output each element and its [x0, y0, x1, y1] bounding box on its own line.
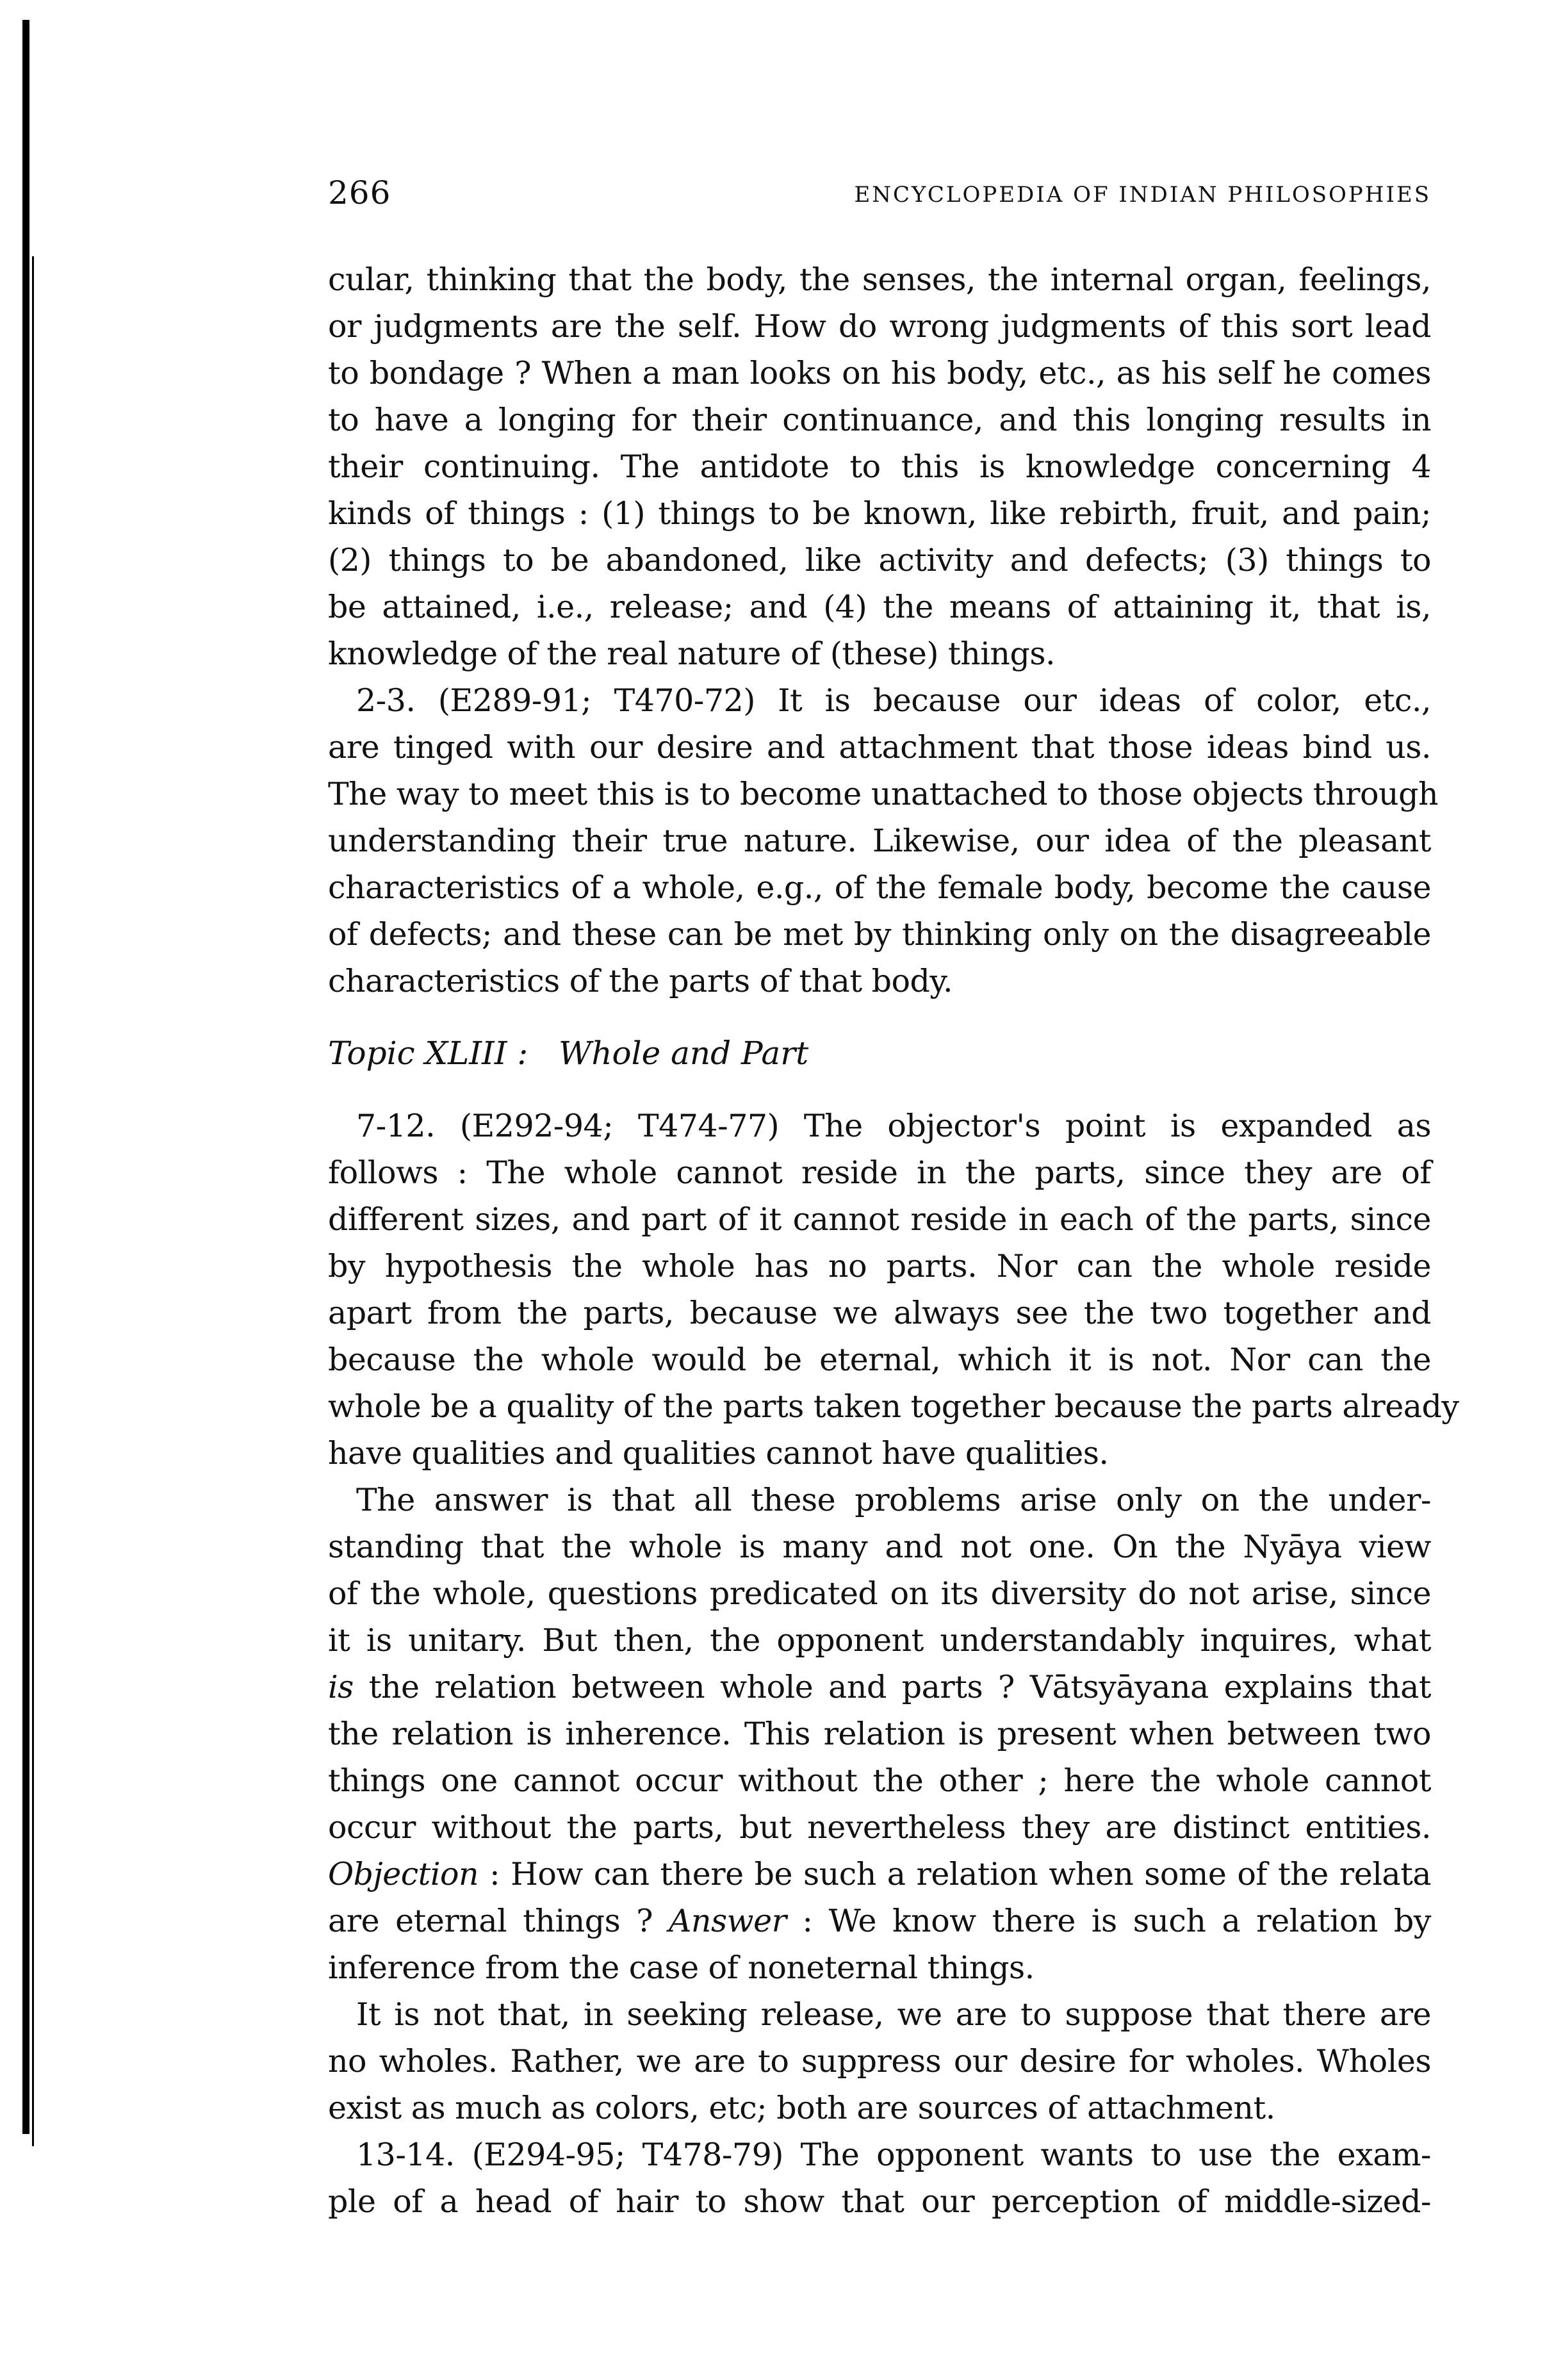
text-line: understanding their true nature. Likewise, our idea of the pleasant — [328, 823, 1431, 859]
emphasis-text: Objection — [328, 1856, 479, 1892]
page-body — [328, 256, 1459, 2225]
text-line: to bondage ? When a man looks on his body, etc., as his self he comes — [328, 355, 1431, 391]
scan-edge-bar — [22, 20, 29, 2134]
text-line: (2) things to be abandoned, like activity and defects; (3) things to — [328, 542, 1431, 579]
paragraph — [328, 256, 1431, 677]
text-line: inference from the case of noneternal things. — [328, 1949, 1035, 1986]
paragraph — [328, 1103, 1459, 1477]
text-line: or judgments are the self. How do wrong judgments of this sort lead — [328, 308, 1431, 345]
running-title: ENCYCLOPEDIA OF INDIAN PHILOSOPHIES — [854, 182, 1431, 208]
text-line: occur without the parts, but nevertheless they are distinct entities. — [328, 1809, 1431, 1846]
text-line: Objection : How can there be such a relation when some of the relata — [328, 1856, 1431, 1892]
page-number: 266 — [328, 174, 391, 211]
text-line: standing that the whole is many and not one. On the Nyāya view — [328, 1529, 1431, 1565]
text-line: The answer is that all these problems arise only on the under- — [356, 1482, 1431, 1518]
paragraph — [328, 1477, 1431, 1991]
text-line: characteristics of a whole, e.g., of the female body, become the cause — [328, 869, 1431, 906]
text-line: their continuing. The antidote to this is knowledge concerning 4 — [328, 448, 1431, 485]
emphasis-text: Answer — [669, 1903, 787, 1939]
text-line: follows : The whole cannot reside in the parts, since they are of — [328, 1154, 1431, 1191]
heading-title: Whole and Part — [558, 1035, 809, 1072]
section-heading — [328, 1030, 1431, 1077]
text-line: are eternal things ? Answer : We know there is such a relation by — [328, 1903, 1431, 1939]
text-line: exist as much as colors, etc; both are sources of attachment. — [328, 2090, 1275, 2126]
text-line: of defects; and these can be met by thinking only on the disagreeable — [328, 916, 1431, 953]
scan-edge-line — [32, 256, 34, 2146]
text-line: 13-14. (E294-95; T478-79) The opponent wants to use the exam- — [356, 2137, 1431, 2173]
text-line: be attained, i.e., release; and (4) the means of attaining it, that is, — [328, 589, 1431, 625]
text-line: is the relation between whole and parts ? Vātsyāyana explains that — [328, 1669, 1431, 1705]
text-line: it is unitary. But then, the opponent understandably inquires, what — [328, 1622, 1431, 1659]
paragraph — [328, 1991, 1431, 2131]
text-line: cular, thinking that the body, the senses, the internal organ, feelings, — [328, 261, 1431, 298]
paragraph — [328, 677, 1439, 1005]
text-line: It is not that, in seeking release, we are to suppose that there are — [356, 1996, 1431, 2033]
text-line: knowledge of the real nature of (these) things. — [328, 636, 1056, 672]
text-line: whole be a quality of the parts taken together because the parts already — [328, 1388, 1459, 1425]
text-line: apart from the parts, because we always see the two together and — [328, 1295, 1431, 1331]
text-line: have qualities and qualities cannot have qualities. — [328, 1435, 1109, 1472]
text-line: because the whole would be eternal, which it is not. Nor can the — [328, 1342, 1431, 1378]
text-line: kinds of things : (1) things to be known, like rebirth, fruit, and pain; — [328, 495, 1431, 532]
text-line: things one cannot occur without the other ; here the whole cannot — [328, 1762, 1431, 1799]
text-line: the relation is inherence. This relation is present when between two — [328, 1716, 1431, 1752]
running-head — [328, 174, 1431, 213]
heading-label: Topic XLIII : — [328, 1035, 528, 1072]
text-line: characteristics of the parts of that body. — [328, 963, 953, 999]
text-line: 2-3. (E289-91; T470-72) It is because our ideas of color, etc., — [356, 682, 1431, 719]
text-line: different sizes, and part of it cannot reside in each of the parts, since — [328, 1201, 1431, 1238]
paragraph — [328, 2131, 1431, 2225]
text-line: no wholes. Rather, we are to suppress our desire for wholes. Wholes — [328, 2043, 1431, 2080]
text-line: to have a longing for their continuance, and this longing results in — [328, 402, 1431, 438]
text-line: are tinged with our desire and attachment that those ideas bind us. — [328, 729, 1431, 766]
text-line: of the whole, questions predicated on its diversity do not arise, since — [328, 1575, 1431, 1612]
text-line: 7-12. (E292-94; T474-77) The objector's point is expanded as — [356, 1108, 1431, 1144]
text-line: ple of a head of hair to show that our perception of middle-sized- — [328, 2183, 1431, 2220]
text-line: by hypothesis the whole has no parts. Nor can the whole reside — [328, 1248, 1431, 1284]
text-line: The way to meet this is to become unattached to those objects through — [328, 776, 1439, 812]
emphasis-text: is — [328, 1669, 354, 1705]
